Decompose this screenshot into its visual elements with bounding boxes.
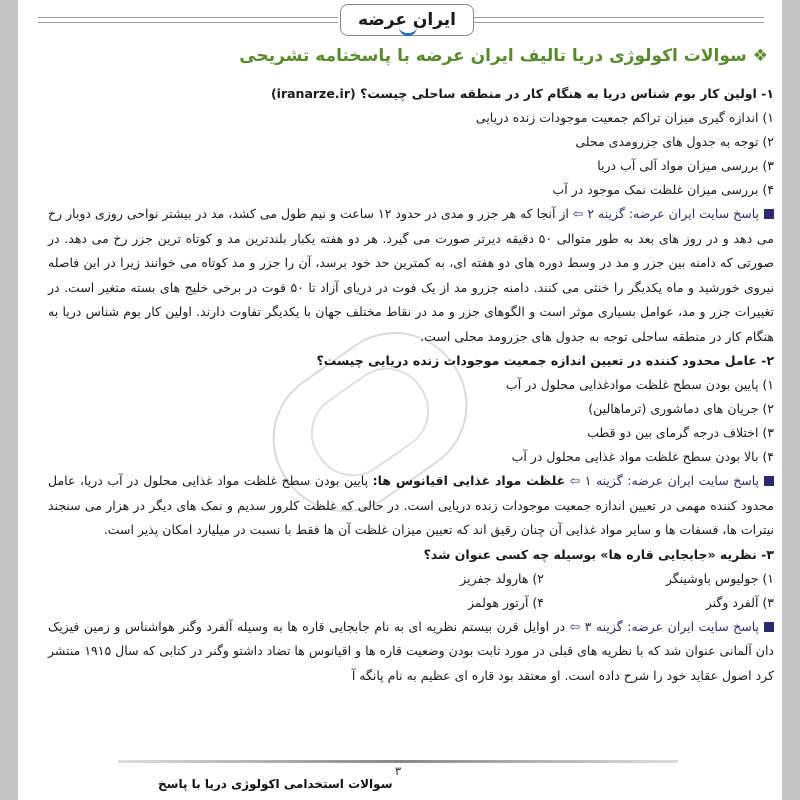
answer-text: از آنجا که هر جزر و مدی در حدود ۱۲ ساعت و نیم طول می کشد، مد در بیشتر نواحی روزی دوبار رخ می دهد و در روز های بعد به طور متوالی ۵۰ دقیقه دیرتر صورت می گیرد. هر دو هفته یکبار بلندترین مد و کوتاه ترین جزر رخ می دهد. در صورتی که دامنه بین جزر و مد در وسط دوره های دو هفته ای، به کمترین حد خود برسد، آن را جزر و مد کوتاه می خوانند زیرا در این فاصله نیروی خورشید و ماه یکدیگر را خنثی می کنند. دامنه جزرو مد از یک فوت در دریای آزاد تا ۵۰ فوت در برخی خلیج های بسته متغیر است. در تغییرات جزر و مد، عوامل بسیاری موثر است و الگوهای جزر و مد در نقاط مختلف جهان با یکدیگر تفاوت دارند. اولین کار بوم شناس دریا به هنگام کار در منطقه ساحلی توجه به جدول های جزرومد محلی است. [47,206,774,344]
footer-rule [118,760,678,763]
q1-answer [48,202,774,349]
document-page [18,0,782,800]
q3-option-2: ۲) هارولد جفریز [460,570,544,586]
footer-title: سوالات استخدامی اکولوژی دریا با پاسخ [158,777,393,791]
checkbox-icon [764,209,774,219]
q1-option-1: ۱) اندازه گیری میزان تراکم جمعیت موجودات زنده دریایی [475,110,774,125]
iranarze-logo [340,4,474,36]
q2-option-3: ۳) اختلاف درجه گرمای بین دو قطب [587,425,774,440]
diamond-bullet-icon: ❖ [752,46,768,66]
question-1: ۱- اولین کار بوم شناس دریا به هنگام کار در منطقه ساحلی چیست؟ (iranarze.ir) [270,86,774,101]
q2-option-2: ۲) جریان های دماشوری (ترماهالین) [588,401,774,416]
answer-text: پایین بودن سطح غلظت مواد غذایی محلول در آب دریا، عامل محدود کننده مهمی در تعیین اندازه جمعیت موجودات زنده دریایی است. در حالی که غلظت کلرور سدیم و نمک های دیگر در هزار می سنجند نیترات ها، فسفات ها و سایر مواد غذایی آن چنان رقیق اند که تعیین میزان غلظت آن ها فقط با نسبت در میلیارد امکان پذیر است. [48,473,774,537]
header-rule-left [38,17,338,23]
document-title: ❖سوالات اکولوژی دریا تالیف ایران عرضه با پاسخنامه تشریحی [239,46,768,66]
header-rule-right [474,17,764,23]
answer-heading: غلظت مواد غذایی اقیانوس ها: [372,473,566,488]
page-header [18,0,782,42]
logo-text: ایران عرضه [358,10,456,30]
answer-label: پاسخ سایت ایران عرضه: [627,618,760,634]
q3-options-row-2 [48,591,774,615]
answer-label: پاسخ سایت ایران عرضه: [628,206,759,221]
answer-choice: گزینه ۳ ⇦ [569,618,623,634]
q2-answer [48,469,774,543]
answer-choice: گزینه ۱ ⇦ [569,473,623,488]
q1-option-3: ۳) بررسی میزان مواد آلی آب دریا [597,158,774,173]
document-body [48,42,774,688]
q3-option-1: ۱) جولیوس باوشینگر [665,570,774,586]
checkbox-icon [764,476,774,486]
q1-option-4: ۴) بررسی میزان غلظت نمک موجود در آب [552,182,774,197]
question-2: ۲- عامل محدود کننده در تعیین اندازه جمعیت موجودات زنده دریایی چیست؟ [316,353,774,368]
q1-option-2: ۲) توجه به جدول های جزرومدی محلی [575,134,774,149]
checkbox-icon [764,622,774,632]
answer-choice: گزینه ۲ ⇦ [572,206,625,221]
q3-option-4: ۴) آرتور هولمز [467,594,544,610]
q2-option-1: ۱) پایین بودن سطح غلظت موادغذایی محلول در آب [505,377,774,392]
answer-text: در اوایل قرن بیستم نظریه ای به نام جابجایی قاره ها به وسیله آلفرد وگنر هواشناس و زمین فیزیک دان آلمانی عنوان شد که با نظریه های قبلی در مورد ثابت بودن وضعیت قاره ها و اقیانوس ها تضاد داشتو وگنر در کتابی که سال ۱۹۱۵ منتشر کرد اصول عقاید خود را شرح داده است. او معتقد بود قاره ای عظیم به نام پانگه آ [48,618,774,683]
q3-answer [48,615,774,689]
answer-label: پاسخ سایت ایران عرضه: [627,473,760,488]
q3-options-row-1 [48,567,774,591]
q3-option-3: ۳) آلفرد وگنر [705,594,774,610]
page-number: ۳ [394,764,402,778]
logo-swoosh-icon [399,19,417,36]
question-3: ۳- نظریه «جابجایی قاره ها» بوسیله چه کسی عنوان شد؟ [423,546,774,562]
q2-option-4: ۴) بالا بودن سطح غلظت مواد غذایی محلول در آب [511,449,774,464]
